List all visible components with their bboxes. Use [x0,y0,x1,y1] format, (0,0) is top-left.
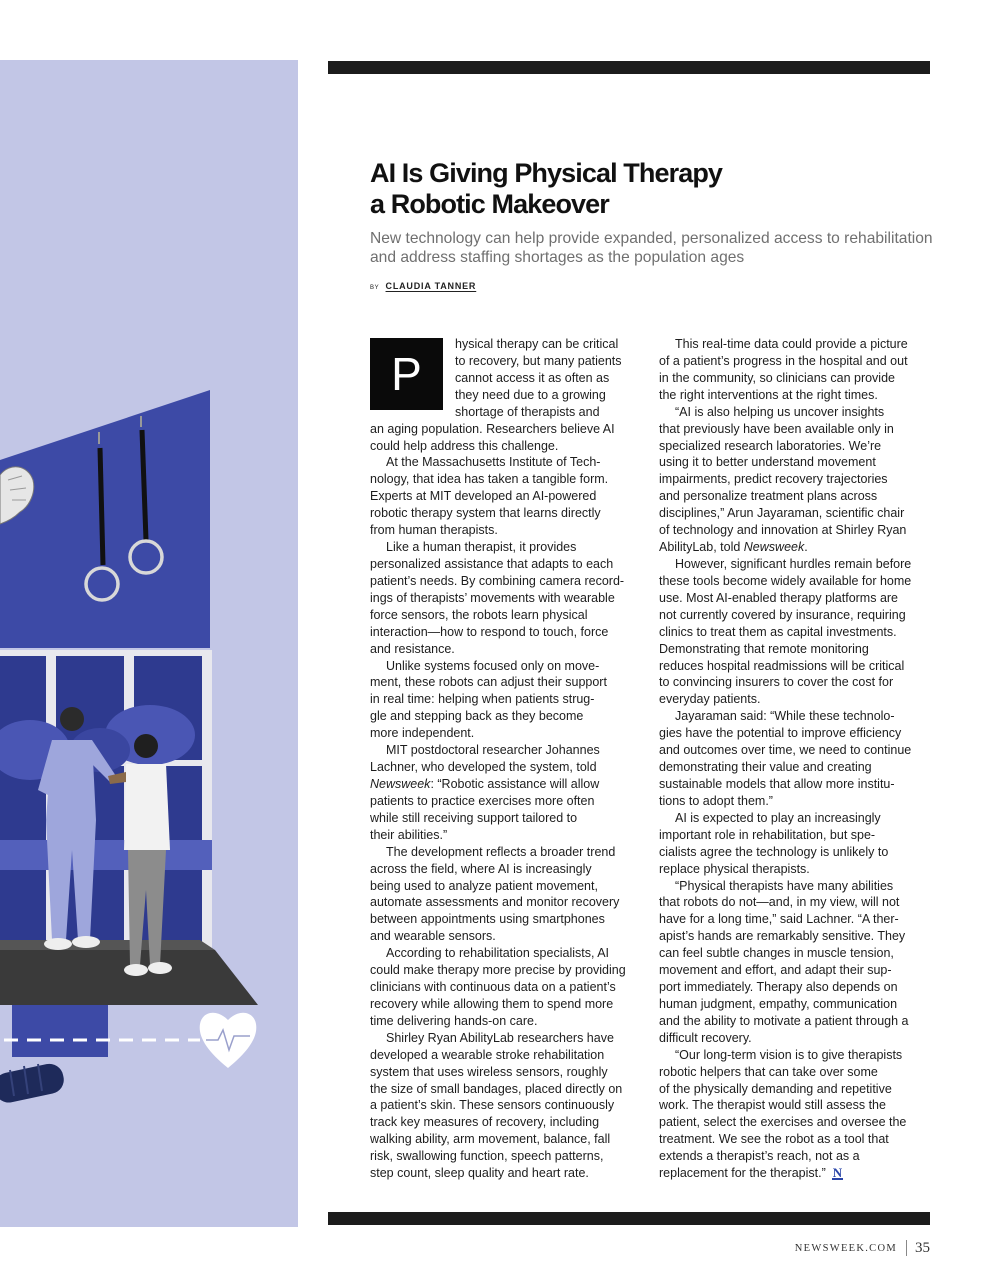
body-text: can feel subtle changes in muscle tension, [659,946,894,961]
body-line [370,725,646,742]
body-line [370,979,646,996]
body-text: extends a therapist’s reach, not as a [659,1149,860,1164]
body-column-right [659,336,941,1182]
body-text: interaction—how to respond to touch, force [370,624,609,639]
window-frame [0,650,212,970]
body-line [659,1131,941,1148]
body-line [659,336,941,353]
body-text: hysical therapy can be critical [455,337,619,351]
body-line [370,827,646,844]
body-text: clinics to treat them as capital investments. [659,624,897,639]
end-mark-icon: N [832,1165,843,1181]
body-text: more independent. [370,726,475,741]
body-text: robotic helpers that can take over some [659,1064,878,1079]
body-text: the right interventions at the right times. [659,387,878,402]
body-text: reduces hospital readmissions will be critical [659,658,905,673]
body-text: patients to practice exercises more often [370,793,595,808]
body-text: while still receiving support tailored to [370,810,578,825]
body-line [659,370,941,387]
body-text: to convincing insurers to cover the cost for [659,675,894,690]
body-text: automate assessments and monitor recovery [370,895,620,910]
body-line [370,438,646,455]
body-line [370,691,646,708]
body-line [370,1097,646,1114]
body-line [370,370,646,387]
body-line [370,1030,646,1047]
body-text: However, significant hurdles remain before [675,556,912,571]
body-line [659,1081,941,1098]
body-text: time delivering hands-on care. [370,1013,538,1028]
article-dek [370,229,955,267]
body-text: between appointments using smartphones [370,912,605,927]
body-text: work. The therapist would still assess the [659,1098,886,1113]
body-line [659,725,941,742]
body-text: have for a long time,” said Lachner. “A ther- [659,912,899,927]
body-text: difficult recovery. [659,1030,752,1045]
body-text: a patient’s skin. These sensors continuously [370,1098,615,1113]
body-line [659,539,941,556]
body-text: could help address this challenge. [370,438,559,453]
body-line [659,573,941,590]
dek-line: New technology can help provide expanded, personalized access to rehabilitation [370,230,933,247]
body-text: shortage of therapists and [455,404,600,419]
bottom-rule [328,1212,930,1225]
body-text: “Our long-term vision is to give therapists [675,1047,903,1062]
body-text: being used to analyze patient movement, [370,878,598,893]
body-text: demonstrating their value and creating [659,760,872,775]
body-text: port immediately. Therapy also depends on [659,980,898,995]
body-text: cialists agree the technology is unlikely to [659,844,889,859]
body-text: walking ability, arm movement, balance, fall [370,1132,611,1147]
body-text: personalized assistance that adapts to each [370,556,614,571]
body-line [659,894,941,911]
headline-line: a Robotic Makeover [370,189,609,219]
body-line [659,810,941,827]
body-line [659,674,941,691]
body-text: Like a human therapist, it provides [386,540,577,555]
body-text: replacement for the therapist.” [659,1166,826,1181]
body-text: use. Most AI-enabled therapy platforms are [659,590,899,605]
body-text: of the physically demanding and repetitive [659,1081,892,1096]
body-line [370,624,646,641]
body-text: risk, swallowing function, speech patterns, [370,1149,604,1164]
headline-line: AI Is Giving Physical Therapy [370,158,723,188]
body-line [370,1131,646,1148]
body-line [659,454,941,471]
body-text: MIT postdoctoral researcher Johannes [386,743,600,758]
body-line [370,421,646,438]
body-line [659,844,941,861]
byline [370,281,476,291]
body-line [659,658,941,675]
body-line [659,793,941,810]
body-line [659,742,941,759]
body-line [370,1013,646,1030]
body-line [370,556,646,573]
body-line [370,607,646,624]
body-line [659,1148,941,1165]
body-line [659,911,941,928]
body-line [370,1165,646,1182]
body-line [370,708,646,725]
body-line [370,878,646,895]
body-text: important role in rehabilitation, but spe- [659,827,876,842]
body-line [370,488,646,505]
body-line [370,911,646,928]
body-text: their abilities.” [370,827,448,842]
body-line [370,590,646,607]
body-text: Experts at MIT developed an AI-powered [370,489,597,504]
body-text: in real time: helping when patients strug- [370,692,595,707]
body-text: an aging population. Researchers believe AI [370,421,615,436]
body-text: from human therapists. [370,523,498,538]
author-link[interactable]: CLAUDIA TANNER [385,281,477,291]
body-column-left [370,336,646,1182]
body-text: to recovery, but many patients [455,353,622,368]
body-line [659,1114,941,1131]
page-footer [795,1240,930,1256]
body-text: disciplines,” Arun Jayaraman, scientific chair [659,506,905,521]
body-text: the size of small bandages, placed directly on [370,1081,623,1096]
body-text: that robots do not—and, in my view, will not [659,895,900,910]
dek-line: and address staffing shortages as the population ages [370,249,745,266]
body-text: movement and effort, and adapt their sup- [659,963,892,978]
body-line [659,691,941,708]
body-text: and personalize treatment plans across [659,489,878,504]
body-line [370,454,646,471]
body-text: using it to better understand movement [659,455,876,470]
body-text: they need due to a growing [455,387,606,402]
body-text: patient’s needs. By combining camera record- [370,573,625,588]
body-line [370,404,646,421]
body-text: At the Massachusetts Institute of Tech- [386,455,601,470]
body-line [370,336,646,353]
body-text: clinicians with continuous data on a patient’s [370,980,616,995]
body-text: cannot access it as often as [455,370,610,385]
body-line [370,776,646,793]
body-text: ment, these robots can adjust their support [370,675,607,690]
body-text: According to rehabilitation specialists, AI [386,946,610,961]
body-text: could make therapy more precise by providing [370,963,626,978]
body-text: This real-time data could provide a picture [675,337,908,351]
drop-cap: P [370,338,443,410]
body-line [659,962,941,979]
body-text: AbilityLab, told [659,540,744,555]
body-line [659,421,941,438]
body-text: everyday patients. [659,692,761,707]
body-line [659,607,941,624]
body-text: “Physical therapists have many abilities [675,878,894,893]
body-text: . [804,540,808,555]
publication-name: Newsweek [370,776,431,791]
article-headline [370,158,790,220]
body-text: track key measures of recovery, including [370,1115,600,1130]
body-text: Demonstrating that remote monitoring [659,641,869,656]
body-line [659,1013,941,1030]
body-text: : “Robotic assistance will allow [430,776,600,791]
body-line [659,708,941,725]
body-line [370,674,646,691]
body-line [370,945,646,962]
body-line [370,844,646,861]
body-line [370,1081,646,1098]
body-line [370,505,646,522]
body-line [659,488,941,505]
body-line [659,996,941,1013]
body-text: not currently covered by insurance, requiring [659,607,906,622]
body-line [659,438,941,455]
body-text: “AI is also helping us uncover insights [675,404,885,419]
body-line [370,573,646,590]
body-line [370,928,646,945]
body-text: human judgment, empathy, communication [659,996,898,1011]
body-line [659,353,941,370]
body-text: step count, sleep quality and heart rate. [370,1166,589,1181]
body-text: and wearable sensors. [370,929,496,944]
body-line [370,810,646,827]
body-line [370,1148,646,1165]
body-line [370,962,646,979]
body-line [370,759,646,776]
body-text: in the community, so clinicians can provide [659,370,895,385]
body-line [659,1097,941,1114]
body-text: of a patient’s progress in the hospital and out [659,353,908,368]
body-line [370,471,646,488]
body-line [659,1030,941,1047]
body-line [659,861,941,878]
body-text: impairments, predict recovery trajectories [659,472,888,487]
body-text: apist’s hands are remarkably sensitive. They [659,929,906,944]
body-text: recovery while allowing them to spend more [370,996,614,1011]
body-text: system that uses wireless sensors, roughly [370,1064,608,1079]
body-line [659,624,941,641]
body-line [659,641,941,658]
body-text: force sensors, the robots learn physical [370,607,588,622]
body-text: The development reflects a broader trend [386,844,616,859]
body-line [370,894,646,911]
body-line [659,827,941,844]
body-line [370,1047,646,1064]
body-text: treatment. We see the robot as a tool that [659,1132,889,1147]
body-line [659,522,941,539]
body-line [659,928,941,945]
body-line [370,522,646,539]
body-text: Unlike systems focused only on move- [386,658,600,673]
body-line [659,759,941,776]
body-line [370,539,646,556]
body-text: across the field, where AI is increasingly [370,861,592,876]
body-text: gle and stepping back as they become [370,709,584,724]
body-text: of technology and innovation at Shirley Ryan [659,523,907,538]
footer-site: NEWSWEEK.COM [794,1242,897,1254]
therapy-illustration [0,60,298,1227]
heart-rate-icon [200,1013,257,1068]
body-line [370,793,646,810]
footer-divider [906,1240,907,1256]
body-line [659,1165,941,1182]
body-text: Shirley Ryan AbilityLab researchers have [386,1030,614,1045]
body-line [370,658,646,675]
body-text: replace physical therapists. [659,861,810,876]
body-line [659,387,941,404]
body-text: and outcomes over time, we need to continue [659,743,912,758]
body-text: specialized research laboratories. We’re [659,438,882,453]
publication-name: Newsweek [743,540,805,555]
body-text: robotic therapy system that learns directly [370,506,601,521]
body-line [659,590,941,607]
body-text: these tools become widely available for home [659,573,912,588]
body-text: developed a wearable stroke rehabilitation [370,1047,605,1062]
body-text: and resistance. [370,641,455,656]
body-text: nology, that idea has taken a tangible form. [370,472,609,487]
body-line [659,556,941,573]
body-line [370,641,646,658]
body-text: sustainable models that allow more institu- [659,776,895,791]
body-line [659,979,941,996]
body-line [659,505,941,522]
page-number: 35 [915,1239,930,1256]
body-text: Jayaraman said: “While these technolo- [675,709,895,724]
body-line [370,1064,646,1081]
body-text: AI is expected to play an increasingly [675,810,881,825]
body-line [370,742,646,759]
body-text: Lachner, who developed the system, told [370,760,597,775]
foam-roller-icon [0,1061,66,1105]
body-line [370,353,646,370]
body-line [659,404,941,421]
body-line [659,1064,941,1081]
body-text: patient, select the exercises and oversee the [659,1115,907,1130]
body-line [659,471,941,488]
top-rule [328,61,930,74]
blue-wall-shape [0,390,210,648]
body-line [659,945,941,962]
illustration-panel [0,60,298,1227]
body-line [659,776,941,793]
body-text: ings of therapists’ movements with wearable [370,590,615,605]
body-line [370,387,646,404]
body-line [370,996,646,1013]
body-text: gies have the potential to improve efficiency [659,726,902,741]
body-line [659,878,941,895]
body-text: tions to adopt them.” [659,793,773,808]
body-text: that previously have been available only in [659,421,894,436]
body-line [370,861,646,878]
body-text: and the ability to motivate a patient through a [659,1013,909,1028]
body-line [659,1047,941,1064]
body-line [370,1114,646,1131]
byline-prefix: BY [370,285,380,291]
